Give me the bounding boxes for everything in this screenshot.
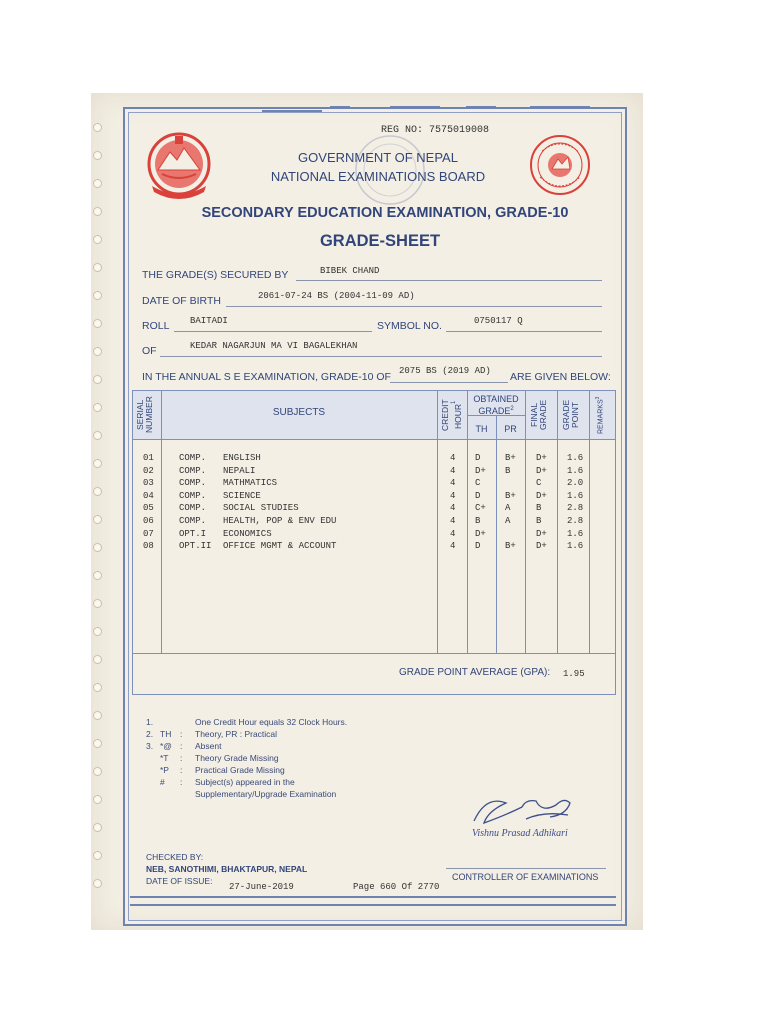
cell-subject: SCIENCE xyxy=(223,490,261,501)
note-k: # xyxy=(160,777,165,787)
cell-credit: 4 xyxy=(450,465,456,476)
cell-type: OPT.II xyxy=(179,541,212,552)
cell-sn: 08 xyxy=(143,541,154,552)
exam-year: 2075 BS (2019 AD) xyxy=(399,366,491,376)
cell-th: D xyxy=(475,453,481,463)
cell-subject: OFFICE MGMT & ACCOUNT xyxy=(223,541,337,552)
exam-title: SECONDARY EDUCATION EXAMINATION, GRADE-10 xyxy=(201,205,569,221)
note-k: *P xyxy=(160,765,169,775)
cell-credit: 4 xyxy=(450,541,456,552)
of-label: OF xyxy=(142,345,157,357)
punch-holes xyxy=(91,93,103,930)
date-of-issue-label: DATE OF ISSUE: xyxy=(146,876,213,886)
registration-number: REG NO: 7575019008 xyxy=(381,125,490,136)
note-t: Subject(s) appeared in the xyxy=(195,777,295,787)
cell-point: 1.6 xyxy=(567,490,584,501)
cell-type: COMP. xyxy=(179,516,207,526)
cell-final: C xyxy=(536,478,542,489)
cell-credit: 4 xyxy=(450,490,456,501)
school-name: KEDAR NAGARJUN MA VI BAGALEKHAN xyxy=(190,341,358,351)
cell-pr: B+ xyxy=(505,541,516,552)
border-dash xyxy=(262,110,322,112)
student-name: BIBEK CHAND xyxy=(320,266,380,276)
underline xyxy=(160,356,602,357)
cell-sn: 05 xyxy=(143,503,154,514)
underline xyxy=(390,382,508,383)
cell-sn: 03 xyxy=(143,478,154,489)
page-info: Page 660 Of 2770 xyxy=(353,882,440,892)
cell-sn: 06 xyxy=(143,516,154,526)
cell-pr: A xyxy=(505,516,511,526)
note-k: TH xyxy=(160,729,172,739)
col-divider xyxy=(525,391,526,653)
col-divider xyxy=(496,415,497,653)
cell-credit: 4 xyxy=(450,528,456,539)
cell-sn: 01 xyxy=(143,453,154,463)
cell-type: COMP. xyxy=(179,465,207,476)
note-n: 1. xyxy=(146,717,154,727)
cell-point: 1.6 xyxy=(567,541,584,552)
cell-final: B xyxy=(536,503,542,514)
col-divider xyxy=(437,391,438,653)
board-line: NATIONAL EXAMINATIONS BOARD xyxy=(270,169,486,184)
note-k: *@ xyxy=(160,741,172,751)
border-dash xyxy=(466,106,496,108)
date-of-issue: 27-June-2019 xyxy=(229,882,294,892)
note-n: 2. xyxy=(146,729,154,739)
cell-subject: ENGLISH xyxy=(223,453,261,463)
header-serial: SERIAL NUMBER xyxy=(135,396,154,434)
note-c: : xyxy=(180,729,183,739)
col-divider xyxy=(557,391,558,653)
cell-point: 1.6 xyxy=(567,528,584,539)
cell-point: 1.6 xyxy=(567,465,584,476)
cell-point: 2.8 xyxy=(567,503,584,514)
note-t: Theory, PR : Practical xyxy=(195,729,278,739)
underline xyxy=(226,306,602,307)
underline xyxy=(296,280,602,281)
neb-seal-icon xyxy=(528,133,592,197)
col-divider xyxy=(161,391,162,653)
bottom-border xyxy=(130,896,616,906)
underline xyxy=(174,331,372,332)
cell-subject: ECONOMICS xyxy=(223,528,272,539)
cell-credit: 4 xyxy=(450,478,456,489)
cell-th: D+ xyxy=(475,528,486,539)
page-title: GRADE-SHEET xyxy=(319,232,441,250)
header-point: GRADE POINT xyxy=(561,399,580,431)
signer-name: Vishnu Prasad Adhikari xyxy=(472,828,568,839)
gpa-label: GRADE POINT AVERAGE (GPA): xyxy=(399,667,551,678)
note-c: : xyxy=(180,753,183,763)
cell-point: 2.0 xyxy=(567,478,584,489)
cell-subject: SOCIAL STUDIES xyxy=(223,503,299,514)
cell-pr: B xyxy=(505,465,511,476)
controller-title: CONTROLLER OF EXAMINATIONS xyxy=(452,872,599,882)
secured-by-label: THE GRADE(S) SECURED BY xyxy=(142,269,289,281)
cell-sn: 04 xyxy=(143,490,154,501)
cell-type: COMP. xyxy=(179,478,207,489)
cell-th: D xyxy=(475,541,481,552)
header-th: TH xyxy=(475,424,488,434)
cell-final: D+ xyxy=(536,465,547,476)
border-dash xyxy=(390,106,440,108)
cell-credit: 4 xyxy=(450,503,456,514)
dob-label: DATE OF BIRTH xyxy=(142,295,221,307)
cell-point: 2.8 xyxy=(567,516,584,526)
roll-label: ROLL xyxy=(142,320,170,332)
cell-sn: 07 xyxy=(143,528,154,539)
cell-type: COMP. xyxy=(179,490,207,501)
note-c: : xyxy=(180,777,183,787)
cell-pr: B+ xyxy=(505,453,516,463)
nepal-emblem-icon xyxy=(144,130,214,202)
cell-final: D+ xyxy=(536,490,547,501)
cell-credit: 4 xyxy=(450,516,456,526)
note-t: One Credit Hour equals 32 Clock Hours. xyxy=(195,717,348,727)
header-subjects: SUBJECTS xyxy=(272,407,326,418)
underline xyxy=(446,331,602,332)
header-obtained: OBTAINED GRADE$^2$ xyxy=(473,394,519,416)
border-dash xyxy=(530,106,590,108)
note-t: Absent xyxy=(195,741,222,751)
cell-credit: 4 xyxy=(450,453,456,463)
note-k: *T xyxy=(160,753,169,763)
cell-th: C xyxy=(475,478,481,489)
checked-by-value: NEB, SANOTHIMI, BHAKTAPUR, NEPAL xyxy=(146,864,308,874)
grade-table xyxy=(132,390,616,654)
note-c: : xyxy=(180,741,183,751)
note-c: : xyxy=(180,765,183,775)
cell-subject: HEALTH, POP & ENV EDU xyxy=(223,516,337,526)
cell-th: B xyxy=(475,516,481,526)
cell-subject: MATHMATICS xyxy=(223,478,278,489)
gov-line: GOVERNMENT OF NEPAL xyxy=(298,150,458,165)
cell-final: D+ xyxy=(536,541,547,552)
note-n: 3. xyxy=(146,741,154,751)
header-pr: PR xyxy=(504,424,517,434)
header-final: FINAL GRADE xyxy=(529,399,548,431)
cell-subject: NEPALI xyxy=(223,465,256,476)
border-dash xyxy=(330,106,350,108)
checked-by-label: CHECKED BY: xyxy=(146,852,204,862)
header-remarks: REMARKS$^3$ xyxy=(595,396,605,434)
cell-th: C+ xyxy=(475,503,486,514)
cell-type: OPT.I xyxy=(179,528,207,539)
roll-value: BAITADI xyxy=(190,316,228,326)
cell-type: COMP. xyxy=(179,503,207,514)
cell-final: D+ xyxy=(536,453,547,463)
issuing-authority xyxy=(258,148,498,186)
gpa-value: 1.95 xyxy=(563,669,585,679)
signature-line xyxy=(446,868,606,869)
cell-pr: B+ xyxy=(505,490,516,501)
cell-final: D+ xyxy=(536,528,547,539)
annual-suffix: ARE GIVEN BELOW: xyxy=(510,371,611,383)
cell-th: D xyxy=(475,490,481,501)
symbol-value: 0750117 Q xyxy=(474,316,523,326)
annual-prefix: IN THE ANNUAL S E EXAMINATION, GRADE-10 OF xyxy=(142,371,391,383)
cell-type: COMP. xyxy=(179,453,207,463)
gpa-section xyxy=(132,652,616,695)
note-t: Supplementary/Upgrade Examination xyxy=(195,789,337,799)
header-credit: CREDIT HOUR$^1$ xyxy=(440,399,463,431)
cell-th: D+ xyxy=(475,465,486,476)
cell-sn: 02 xyxy=(143,465,154,476)
symbol-label: SYMBOL NO. xyxy=(377,320,442,332)
note-t: Theory Grade Missing xyxy=(195,753,279,763)
cell-pr: A xyxy=(505,503,511,514)
note-t: Practical Grade Missing xyxy=(195,765,285,775)
cell-final: B xyxy=(536,516,542,526)
cell-point: 1.6 xyxy=(567,453,584,463)
col-divider xyxy=(589,391,590,653)
signature-icon xyxy=(466,785,586,833)
dob-value: 2061-07-24 BS (2004-11-09 AD) xyxy=(258,291,415,301)
